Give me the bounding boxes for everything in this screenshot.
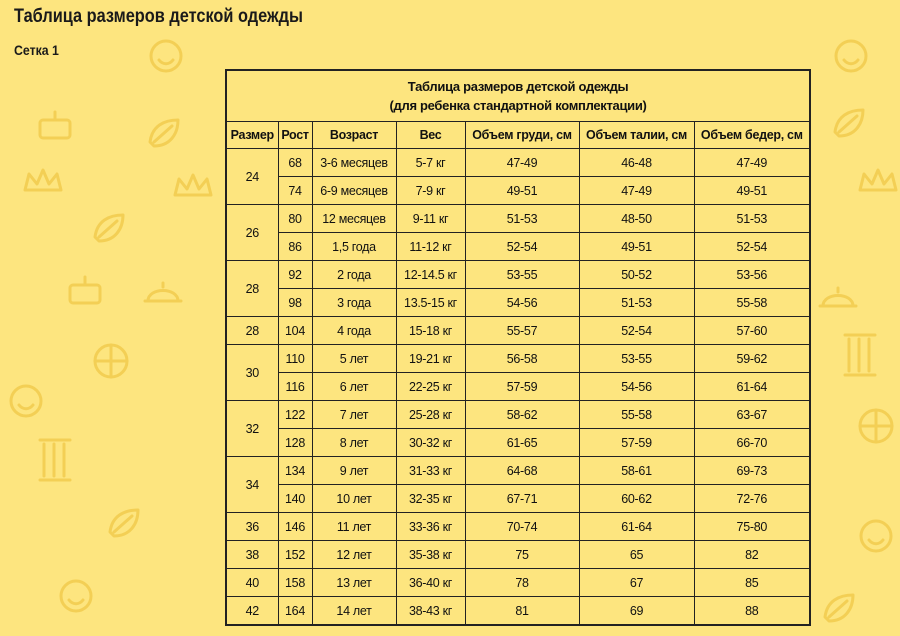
waist-cell: 52-54 bbox=[579, 317, 694, 345]
waist-cell: 54-56 bbox=[579, 373, 694, 401]
age-cell: 5 лет bbox=[312, 345, 396, 373]
waist-cell: 69 bbox=[579, 597, 694, 626]
height-cell: 110 bbox=[278, 345, 312, 373]
page-title: Таблица размеров детской одежды bbox=[14, 6, 303, 27]
chest-cell: 52-54 bbox=[465, 233, 579, 261]
smiley-icon-2 bbox=[61, 581, 91, 611]
age-cell: 13 лет bbox=[312, 569, 396, 597]
size-cell: 32 bbox=[226, 401, 278, 457]
age-cell: 9 лет bbox=[312, 457, 396, 485]
size-table bbox=[225, 69, 811, 626]
height-cell: 74 bbox=[278, 177, 312, 205]
height-cell: 80 bbox=[278, 205, 312, 233]
waist-cell: 58-61 bbox=[579, 457, 694, 485]
table-row bbox=[226, 261, 810, 289]
size-cell: 24 bbox=[226, 149, 278, 205]
table-row bbox=[226, 401, 810, 429]
leaf-icon-5 bbox=[825, 595, 853, 621]
hips-cell: 57-60 bbox=[694, 317, 810, 345]
hips-cell: 61-64 bbox=[694, 373, 810, 401]
table-caption-line1: Таблица размеров детской одежды bbox=[407, 79, 629, 94]
column-header-chest: Объем груди, см bbox=[465, 122, 579, 149]
height-cell: 68 bbox=[278, 149, 312, 177]
height-cell: 158 bbox=[278, 569, 312, 597]
weight-cell: 15-18 кг bbox=[396, 317, 465, 345]
height-cell: 140 bbox=[278, 485, 312, 513]
table-body bbox=[226, 149, 810, 626]
height-cell: 104 bbox=[278, 317, 312, 345]
age-cell: 7 лет bbox=[312, 401, 396, 429]
pillar-icon-2 bbox=[845, 335, 875, 375]
cake-icon bbox=[70, 277, 100, 303]
basketball-icon-2 bbox=[860, 410, 892, 442]
leaf-icon-4 bbox=[835, 110, 863, 136]
age-cell: 14 лет bbox=[312, 597, 396, 626]
size-cell: 40 bbox=[226, 569, 278, 597]
age-cell: 8 лет bbox=[312, 429, 396, 457]
hips-cell: 63-67 bbox=[694, 401, 810, 429]
table-row bbox=[226, 373, 810, 401]
weight-cell: 30-32 кг bbox=[396, 429, 465, 457]
chest-cell: 58-62 bbox=[465, 401, 579, 429]
chest-cell: 53-55 bbox=[465, 261, 579, 289]
waist-cell: 67 bbox=[579, 569, 694, 597]
column-header-size: Размер bbox=[226, 122, 278, 149]
age-cell: 4 года bbox=[312, 317, 396, 345]
smiley-icon bbox=[11, 386, 41, 416]
weight-cell: 25-28 кг bbox=[396, 401, 465, 429]
height-cell: 92 bbox=[278, 261, 312, 289]
weight-cell: 32-35 кг bbox=[396, 485, 465, 513]
table-row bbox=[226, 233, 810, 261]
waist-cell: 57-59 bbox=[579, 429, 694, 457]
hips-cell: 55-58 bbox=[694, 289, 810, 317]
table-row bbox=[226, 597, 810, 626]
table-row bbox=[226, 177, 810, 205]
hips-cell: 88 bbox=[694, 597, 810, 626]
hips-cell: 85 bbox=[694, 569, 810, 597]
waist-cell: 65 bbox=[579, 541, 694, 569]
weight-cell: 13.5-15 кг bbox=[396, 289, 465, 317]
hips-cell: 82 bbox=[694, 541, 810, 569]
chest-cell: 51-53 bbox=[465, 205, 579, 233]
size-cell: 38 bbox=[226, 541, 278, 569]
size-cell: 26 bbox=[226, 205, 278, 261]
age-cell: 12 лет bbox=[312, 541, 396, 569]
height-cell: 134 bbox=[278, 457, 312, 485]
weight-cell: 35-38 кг bbox=[396, 541, 465, 569]
size-cell: 36 bbox=[226, 513, 278, 541]
height-cell: 164 bbox=[278, 597, 312, 626]
hips-cell: 49-51 bbox=[694, 177, 810, 205]
basketball-icon bbox=[95, 345, 127, 377]
table-row bbox=[226, 149, 810, 177]
column-header-hips: Объем бедер, см bbox=[694, 122, 810, 149]
waist-cell: 53-55 bbox=[579, 345, 694, 373]
table-row bbox=[226, 541, 810, 569]
weight-cell: 11-12 кг bbox=[396, 233, 465, 261]
table-row bbox=[226, 485, 810, 513]
chest-cell: 55-57 bbox=[465, 317, 579, 345]
chest-cell: 78 bbox=[465, 569, 579, 597]
age-cell: 6-9 месяцев bbox=[312, 177, 396, 205]
table-row bbox=[226, 569, 810, 597]
waist-cell: 55-58 bbox=[579, 401, 694, 429]
hips-cell: 51-53 bbox=[694, 205, 810, 233]
table-row bbox=[226, 429, 810, 457]
age-cell: 10 лет bbox=[312, 485, 396, 513]
smiley-icon-3 bbox=[151, 41, 181, 71]
size-cell: 28 bbox=[226, 317, 278, 345]
chest-cell: 57-59 bbox=[465, 373, 579, 401]
hips-cell: 69-73 bbox=[694, 457, 810, 485]
waist-cell: 49-51 bbox=[579, 233, 694, 261]
waist-cell: 60-62 bbox=[579, 485, 694, 513]
hips-cell: 47-49 bbox=[694, 149, 810, 177]
weight-cell: 33-36 кг bbox=[396, 513, 465, 541]
size-cell: 30 bbox=[226, 345, 278, 401]
age-cell: 11 лет bbox=[312, 513, 396, 541]
cloche-icon bbox=[145, 283, 181, 301]
age-cell: 12 месяцев bbox=[312, 205, 396, 233]
chest-cell: 64-68 bbox=[465, 457, 579, 485]
hips-cell: 53-56 bbox=[694, 261, 810, 289]
waist-cell: 50-52 bbox=[579, 261, 694, 289]
hips-cell: 72-76 bbox=[694, 485, 810, 513]
leaf-icon bbox=[95, 215, 123, 241]
pillar-icon bbox=[40, 440, 70, 480]
hips-cell: 59-62 bbox=[694, 345, 810, 373]
size-cell: 34 bbox=[226, 457, 278, 513]
leaf-icon-2 bbox=[110, 510, 138, 536]
column-header-weight: Вес bbox=[396, 122, 465, 149]
chest-cell: 81 bbox=[465, 597, 579, 626]
height-cell: 128 bbox=[278, 429, 312, 457]
age-cell: 6 лет bbox=[312, 373, 396, 401]
chest-cell: 47-49 bbox=[465, 149, 579, 177]
chest-cell: 70-74 bbox=[465, 513, 579, 541]
weight-cell: 12-14.5 кг bbox=[396, 261, 465, 289]
cake-icon-2 bbox=[40, 112, 70, 138]
crown-icon bbox=[25, 170, 61, 190]
chest-cell: 56-58 bbox=[465, 345, 579, 373]
height-cell: 98 bbox=[278, 289, 312, 317]
column-header-age: Возраст bbox=[312, 122, 396, 149]
height-cell: 86 bbox=[278, 233, 312, 261]
table-caption bbox=[226, 70, 810, 122]
table-row bbox=[226, 457, 810, 485]
age-cell: 3 года bbox=[312, 289, 396, 317]
column-header-waist: Объем талии, см bbox=[579, 122, 694, 149]
smiley-icon-4 bbox=[836, 41, 866, 71]
size-cell: 42 bbox=[226, 597, 278, 626]
age-cell: 2 года bbox=[312, 261, 396, 289]
column-header-height: Рост bbox=[278, 122, 312, 149]
height-cell: 152 bbox=[278, 541, 312, 569]
weight-cell: 9-11 кг bbox=[396, 205, 465, 233]
crown-icon-2 bbox=[175, 175, 211, 195]
height-cell: 116 bbox=[278, 373, 312, 401]
waist-cell: 51-53 bbox=[579, 289, 694, 317]
age-cell: 1,5 года bbox=[312, 233, 396, 261]
cloche-icon-2 bbox=[820, 288, 856, 306]
chest-cell: 75 bbox=[465, 541, 579, 569]
waist-cell: 46-48 bbox=[579, 149, 694, 177]
hips-cell: 66-70 bbox=[694, 429, 810, 457]
leaf-icon-3 bbox=[150, 120, 178, 146]
waist-cell: 47-49 bbox=[579, 177, 694, 205]
section-label: Сетка 1 bbox=[14, 42, 59, 58]
weight-cell: 7-9 кг bbox=[396, 177, 465, 205]
waist-cell: 61-64 bbox=[579, 513, 694, 541]
hips-cell: 75-80 bbox=[694, 513, 810, 541]
table-header-row bbox=[226, 122, 810, 149]
weight-cell: 19-21 кг bbox=[396, 345, 465, 373]
crown-icon-3 bbox=[860, 170, 896, 190]
height-cell: 122 bbox=[278, 401, 312, 429]
chest-cell: 67-71 bbox=[465, 485, 579, 513]
hips-cell: 52-54 bbox=[694, 233, 810, 261]
table-row bbox=[226, 317, 810, 345]
weight-cell: 31-33 кг bbox=[396, 457, 465, 485]
size-cell: 28 bbox=[226, 261, 278, 317]
chest-cell: 54-56 bbox=[465, 289, 579, 317]
table-row bbox=[226, 289, 810, 317]
table-row bbox=[226, 513, 810, 541]
chest-cell: 61-65 bbox=[465, 429, 579, 457]
weight-cell: 38-43 кг bbox=[396, 597, 465, 626]
age-cell: 3-6 месяцев bbox=[312, 149, 396, 177]
chest-cell: 49-51 bbox=[465, 177, 579, 205]
height-cell: 146 bbox=[278, 513, 312, 541]
weight-cell: 22-25 кг bbox=[396, 373, 465, 401]
waist-cell: 48-50 bbox=[579, 205, 694, 233]
smiley-icon-5 bbox=[861, 521, 891, 551]
table-caption-line2: (для ребенка стандартной комплектации) bbox=[389, 98, 647, 113]
weight-cell: 5-7 кг bbox=[396, 149, 465, 177]
table-row bbox=[226, 345, 810, 373]
table-row bbox=[226, 205, 810, 233]
weight-cell: 36-40 кг bbox=[396, 569, 465, 597]
